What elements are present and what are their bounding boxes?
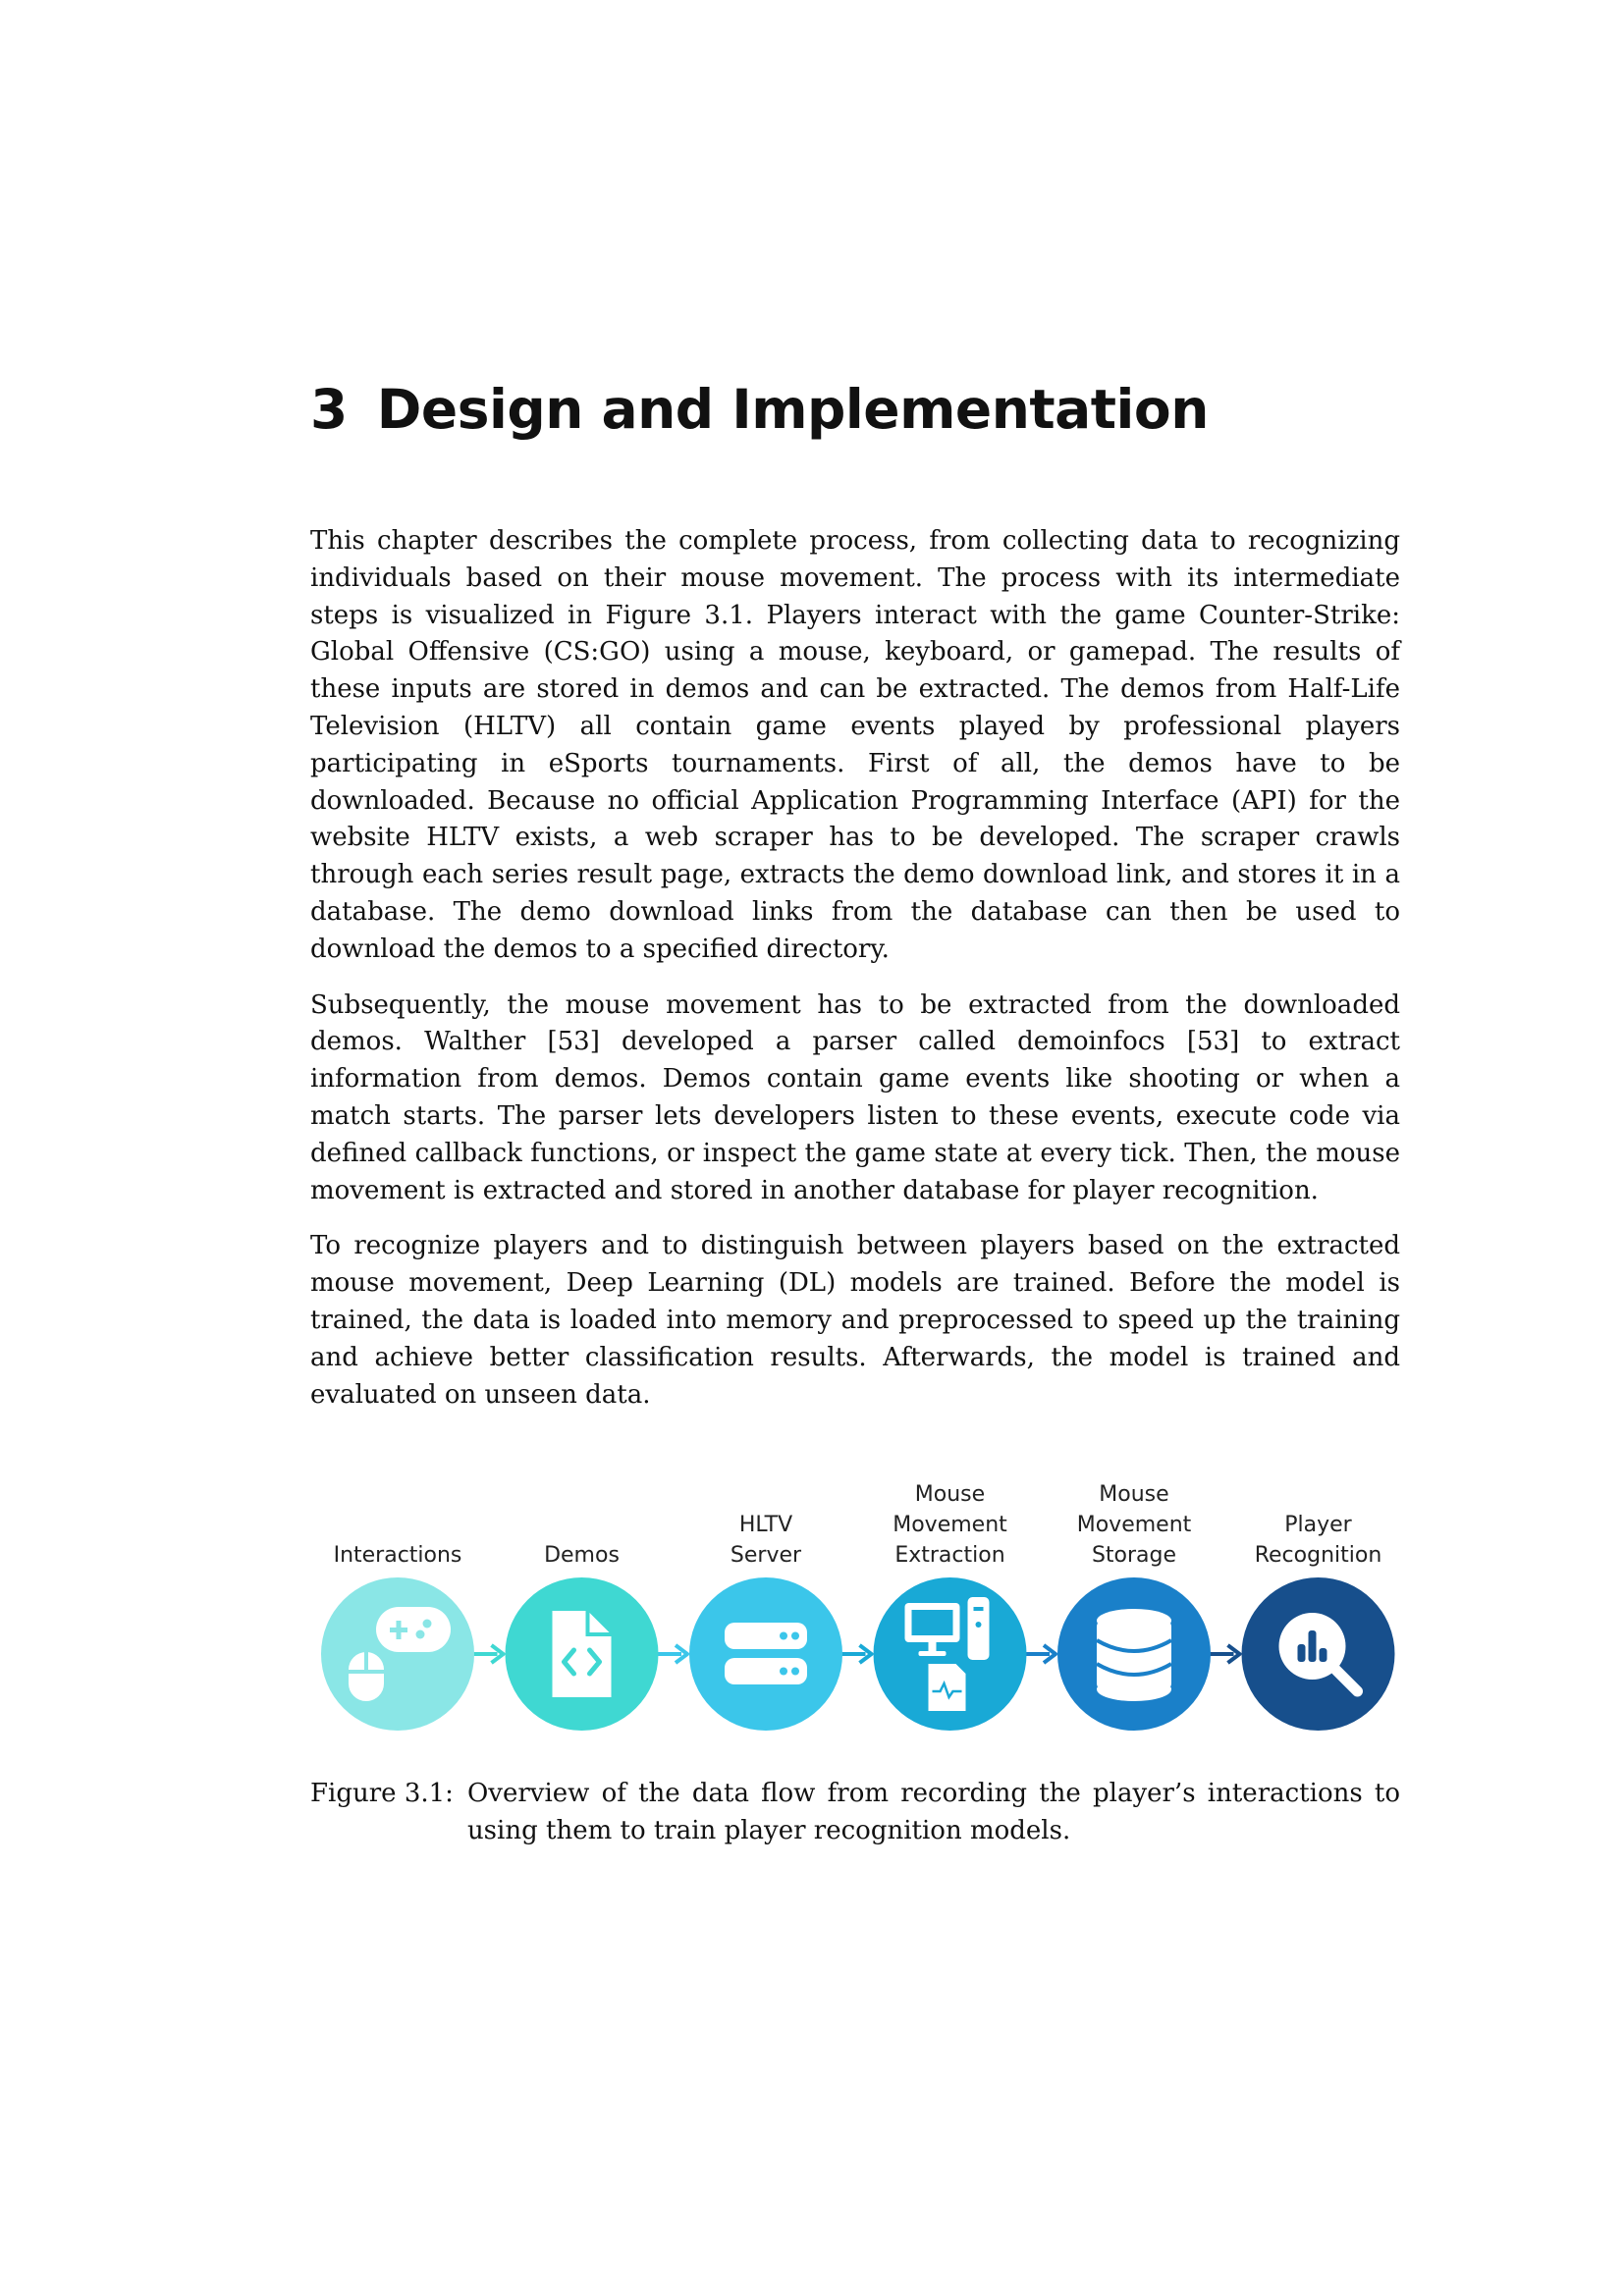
stage-node	[506, 1577, 659, 1731]
stage-label-line: Movement	[1076, 1513, 1192, 1537]
stage-label-line: Server	[730, 1543, 802, 1568]
stage-label-line: Extraction	[894, 1543, 1005, 1568]
stage-label	[494, 1540, 671, 1571]
stage-node	[689, 1577, 842, 1731]
stage-node	[874, 1577, 1027, 1731]
body-text	[310, 523, 1400, 1432]
stage-label-line: Recognition	[1254, 1543, 1382, 1568]
chapter-number: 3	[310, 378, 348, 441]
flow-arrow	[1023, 1645, 1056, 1663]
stage-label-line: Demos	[544, 1543, 620, 1568]
stage-label-line: Player	[1284, 1513, 1352, 1537]
paragraph: To recognize players and to distinguish between players based on the extracted mouse movement, Deep Learning (DL) models are trained. Before the model is trained, the data is loaded into memory and preprocessed to speed up the training and achieve better classification results. Afterwards, the model is trained and evaluated on unseen data.	[310, 1231, 1400, 1410]
chapter-heading	[310, 378, 1209, 441]
flow-arrow	[1207, 1645, 1240, 1663]
data-flow-diagram	[310, 1571, 1400, 1737]
stage-label	[862, 1479, 1039, 1571]
figure-caption	[310, 1775, 1400, 1849]
stage-label-line: Interactions	[333, 1543, 462, 1568]
chapter-title: Design and Implementation	[376, 378, 1209, 441]
flow-arrow	[655, 1645, 688, 1663]
stage-label-line: Mouse	[914, 1482, 986, 1507]
flow-arrow	[839, 1645, 872, 1663]
stage-node	[321, 1577, 474, 1731]
caption-text: Overview of the data flow from recording the player’s interactions to using them to train player recognition models.	[466, 1779, 1400, 1845]
stage-label	[1046, 1479, 1222, 1571]
stage-label-line: Storage	[1091, 1543, 1177, 1568]
paragraph: Subsequently, the mouse movement has to be extracted from the downloaded demos. Walther [53] developed a parser called demoinfocs [53] to extract information from demos. Demos contain game events like shooting or when a match starts. The parser lets developers listen to these events, execute code via defined callback functions, or inspect the game state at every tick. Then, the mouse movement is extracted and stored in another database for player recognition.	[310, 989, 1400, 1205]
paragraph: This chapter describes the complete process, from collecting data to recognizing individuals based on their mouse movement. The process with its intermediate steps is visualized in Figure 3.1. Players interact with the game Counter-Strike: Global Offensive (CS:GO) using a mouse, keyboard, or gamepad. The results of these inputs are stored in demos and can be extracted. The demos from Half-Life Television (HLTV) all contain game events played by professional players participating in eSports tournaments. First of all, the demos have to be downloaded. Because no official Application Programming Interface (API) for the website HLTV exists, a web scraper has to be developed. The scraper crawls through each series result page, extracts the demo download link, and stores it in a database. The demo download links from the database can then be used to download the demos to a specified directory.	[310, 526, 1400, 964]
database-icon	[1097, 1609, 1171, 1701]
flow-arrow	[470, 1645, 504, 1663]
stage-label-line: Mouse	[1099, 1482, 1169, 1507]
caption-label: Figure 3.1:	[310, 1779, 454, 1808]
stage-label	[309, 1540, 486, 1571]
stage-node	[1057, 1577, 1211, 1731]
stage-label	[677, 1510, 854, 1571]
stage-label-line: HLTV	[738, 1513, 793, 1537]
data-flow-figure	[310, 1472, 1400, 1757]
stage-label-line: Movement	[893, 1513, 1007, 1537]
stage-node	[1242, 1577, 1395, 1731]
stage-label	[1230, 1510, 1407, 1571]
